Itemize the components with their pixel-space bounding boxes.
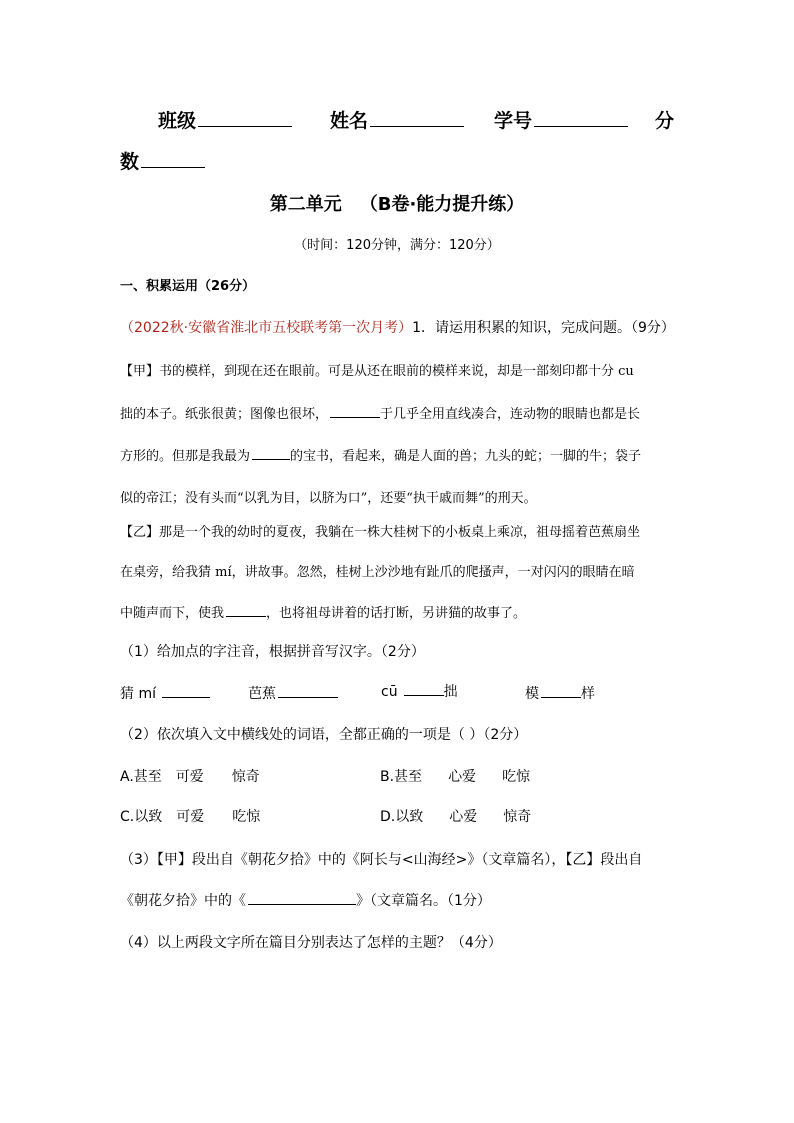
pinyin-item-4: 模 样 <box>525 686 595 702</box>
option-b[interactable]: B.甚至 心爱 吃惊 <box>380 769 531 785</box>
question-1-text: 1．请运用积累的知识，完成问题。（9分） <box>412 320 675 336</box>
passage-blank-3[interactable] <box>226 615 266 617</box>
subquestion-2: （2）依次填入文中横线处的词语，全都正确的一项是（ ）（2分） <box>120 727 528 743</box>
article-title-blank[interactable] <box>248 903 356 905</box>
id-field <box>494 106 628 133</box>
passage-blank-2[interactable] <box>252 458 290 460</box>
subquestion-3-line-2: 《朝花夕拾》中的《 》（文章篇名。（1分） <box>120 893 491 909</box>
subquestion-1: （1）给加点的字注音，根据拼音写汉字。（2分） <box>120 644 425 660</box>
option-c[interactable]: C.以致 可爱 吃惊 <box>120 809 261 825</box>
pinyin-blank-1[interactable] <box>162 696 210 698</box>
subquestion-4: （4）以上两段文字所在篇目分别表达了怎样的主题？（4分） <box>120 935 502 951</box>
unit-title: 第二单元 <box>269 194 342 215</box>
passage-yi-line-1: 【乙】那是一个我的幼时的夏夜，我躺在一株大桂树下的小板桌上乘凉，祖母摇着芭蕉扇坐 <box>120 525 641 540</box>
paper-subtitle: （B卷·能力提升练） <box>359 194 525 215</box>
pinyin-blank-3[interactable] <box>404 694 444 696</box>
score-label-part1: 分 <box>655 110 675 132</box>
name-field <box>330 106 464 133</box>
name-blank[interactable] <box>370 125 464 127</box>
pinyin-item-3: cū 拙 <box>381 684 458 700</box>
class-label: 班级 <box>158 110 197 132</box>
passage-blank-1[interactable] <box>330 416 380 418</box>
option-a[interactable]: A.甚至 可爱 惊奇 <box>120 769 260 785</box>
name-label: 姓名 <box>330 110 369 132</box>
pinyin-blank-4[interactable] <box>541 696 581 698</box>
pinyin-blank-2[interactable] <box>278 696 338 698</box>
question-source: （2022秋·安徽省淮北市五校联考第一次月考） <box>120 320 413 336</box>
score-field <box>120 147 205 174</box>
id-blank[interactable] <box>534 125 628 127</box>
pinyin-item-2: 芭蕉 <box>248 683 338 703</box>
subquestion-3-line-1: （3）【甲】段出自《朝花夕拾》中的《阿长与<山海经>》（文章篇名），【乙】段出自 <box>120 852 643 868</box>
score-blank[interactable] <box>141 166 205 168</box>
option-d[interactable]: D.以致 心爱 惊奇 <box>380 809 532 825</box>
pinyin-item-1: 猜 mí <box>120 683 210 703</box>
class-field <box>158 106 292 133</box>
section-heading: 一、积累运用（26分） <box>120 279 256 294</box>
score-label-part2: 数 <box>120 151 140 173</box>
passage-jia-line-4: 似的帝江；没有头而“以乳为目，以脐为口”，还要“执干戚而舞”的刑天。 <box>120 491 537 506</box>
question-1 <box>120 317 675 337</box>
passage-jia-line-3: 方形的。但那是我最为 的宝书，看起来，确是人面的兽；九头的蛇；一脚的牛；袋子 <box>120 449 642 464</box>
passage-yi-line-3: 中随声而下，使我 ，也将祖母讲着的话打断，另讲猫的故事了。 <box>120 606 527 621</box>
page-title <box>0 190 794 216</box>
time-info: （时间：120分钟，满分：120分） <box>294 238 500 253</box>
passage-jia-line-1: 【甲】书的模样，到现在还在眼前。可是从还在眼前的模样来说，却是一部刻印都十分 cu <box>120 364 634 379</box>
id-label: 学号 <box>494 110 533 132</box>
passage-yi-line-2: 在桌旁，给我猜 mí，讲故事。忽然，桂树上沙沙地有趾爪的爬搔声，一对闪闪的眼睛在暗 <box>120 565 635 580</box>
class-blank[interactable] <box>198 125 292 127</box>
passage-jia-line-2: 拙的本子。纸张很黄；图像也很坏， 于几乎全用直线凑合，连动物的眼睛也都是长 <box>120 407 641 422</box>
